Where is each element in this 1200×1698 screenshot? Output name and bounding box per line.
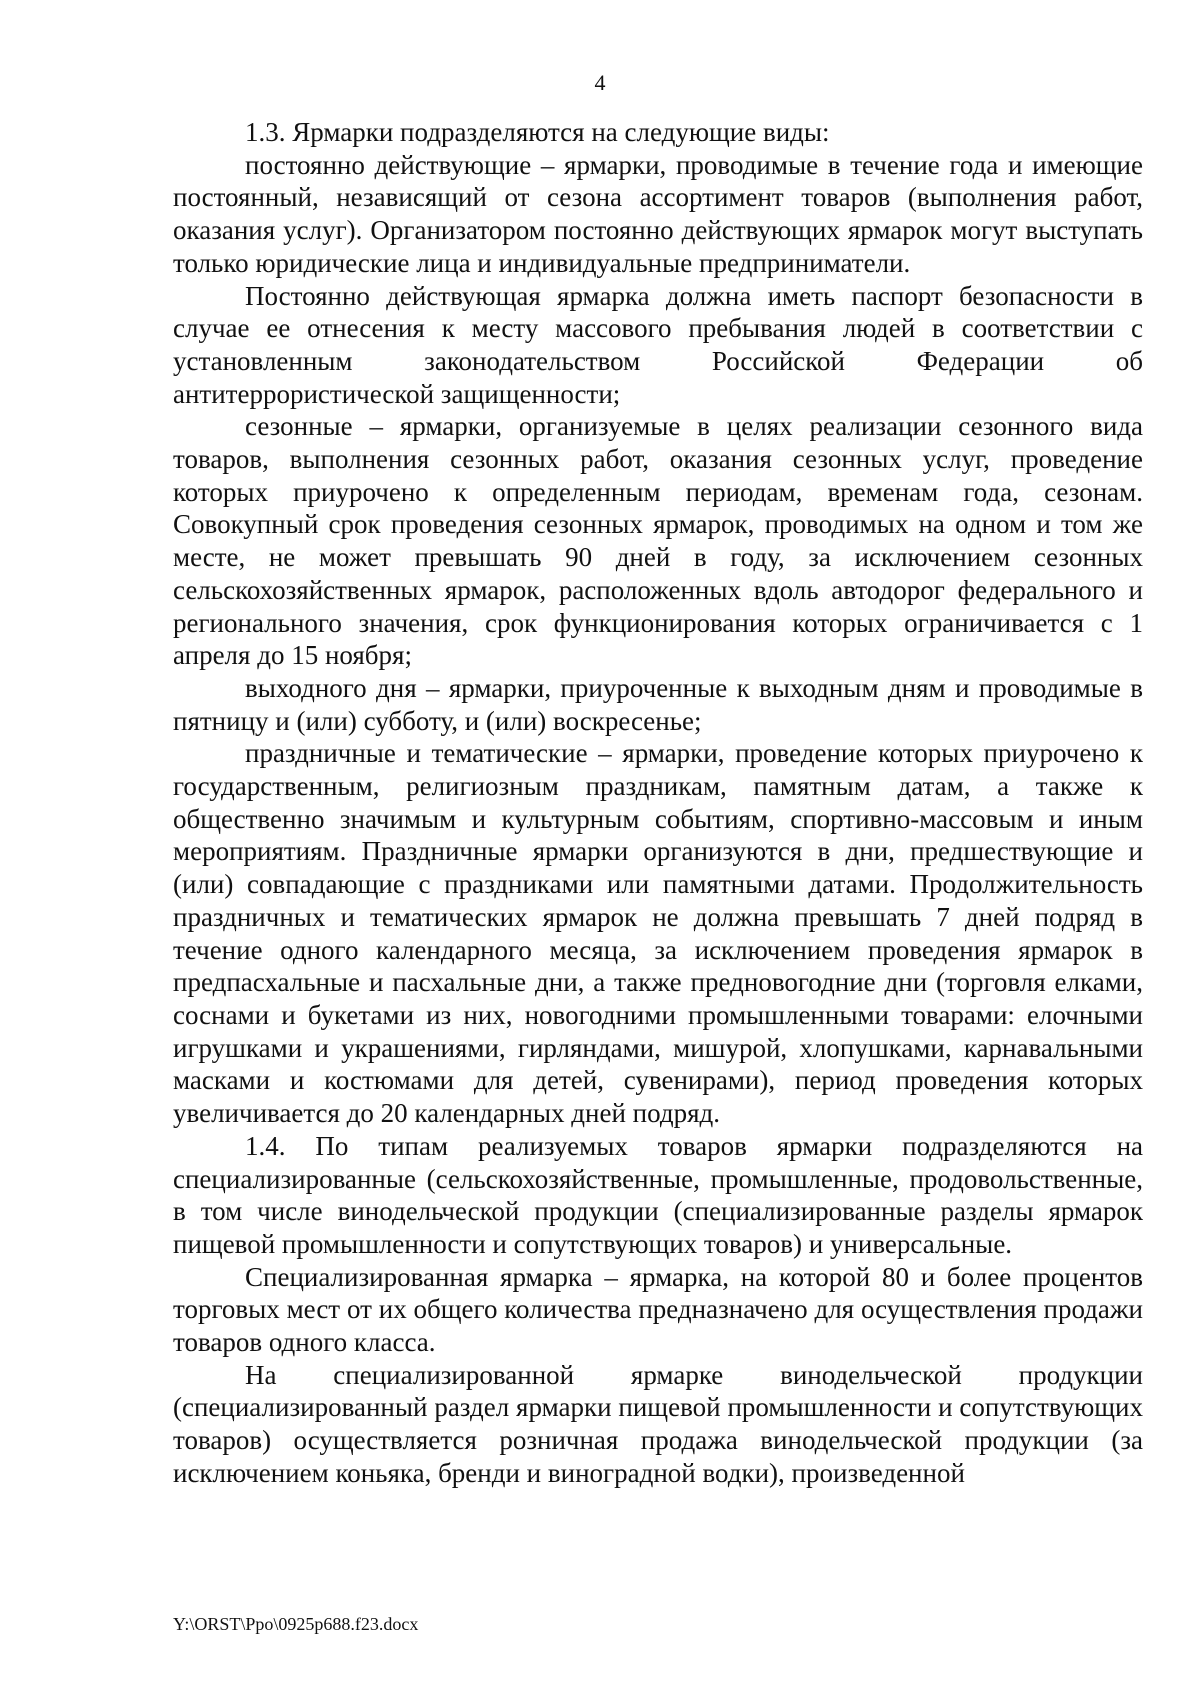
paragraph-security-passport: Постоянно действующая ярмарка должна иметь паспорт безопасности в случае ее отнесения к месту массового пребывания людей в соответствии с установленным законодательством Российской Федерации об антитеррористической защищенности; [173,280,1143,409]
paragraph-seasonal-fairs: сезонные – ярмарки, организуемые в целях реализации сезонного вида товаров, выполнения сезонных работ, оказания сезонных услуг, проведение которых приурочено к определенным периодам, временам года, сезонам. Совокупный срок проведения сезонных ярмарок, проводимых на одном и том же месте, не может превышать 90 дней в году, за исключением сезонных сельскохозяйственных ярмарок, расположенных вдоль автодорог федерального и регионального значения, срок функционирования которых ограничивается с 1 апреля до 15 ноября; [173,411,1143,671]
paragraph-wine-fair: На специализированной ярмарке винодельческой продукции (специализированный раздел ярмарки пищевой промышленности и сопутствующих товаров) осуществляется розничная продажа винодельческой продукции (за исключением коньяка, бренди и виноградной водки), произведенной [173,1359,1143,1488]
paragraph-1-3-heading: 1.3. Ярмарки подразделяются на следующие виды: [245,117,830,147]
paragraph-weekend-fairs: выходного дня – ярмарки, приуроченные к выходным дням и проводимые в пятницу и (или) субботу, и (или) воскресенье; [173,672,1143,736]
file-path-footer: Y:\ORST\Ppo\0925p688.f23.docx [173,1614,419,1634]
document-body [173,116,1143,1490]
page-number: 4 [594,70,606,95]
paragraph-specialized-fair: Специализированная ярмарка – ярмарка, на которой 80 и более процентов торговых мест от их общего количества предназначено для осуществления продажи товаров одного класса. [173,1261,1143,1358]
paragraph-1-4-types: 1.4. По типам реализуемых товаров ярмарки подразделяются на специализированные (сельскохозяйственные, промышленные, продовольственные, в том числе винодельческой продукции (специализированные разделы ярмарок пищевой промышленности и сопутствующих товаров) и универсальные. [173,1130,1143,1259]
paragraph-holiday-fairs: праздничные и тематические – ярмарки, проведение которых приурочено к государственным, религиозным праздникам, памятным датам, а также к общественно значимым и культурным событиям, спортивно-массовым и иным мероприятиям. Праздничные ярмарки организуются в дни, предшествующие и (или) совпадающие с праздниками или памятными датами. Продолжительность праздничных и тематических ярмарок не должна превышать 7 дней подряд в течение одного календарного месяца, за исключением проведения ярмарок в предпасхальные и пасхальные дни, а также предновогодние дни (торговля елками, соснами и букетами из них, новогодними промышленными товарами: елочными игрушками и украшениями, гирляндами, мишурой, хлопушками, карнавальными масками и костюмами для детей, сувенирами), период проведения которых увеличивается до 20 календарных дней подряд. [173,738,1143,1129]
paragraph-permanent-fairs: постоянно действующие – ярмарки, проводимые в течение года и имеющие постоянный, независящий от сезона ассортимент товаров (выполнения работ, оказания услуг). Организатором постоянно действующих ярмарок могут выступать только юридические лица и индивидуальные предприниматели. [173,149,1143,278]
